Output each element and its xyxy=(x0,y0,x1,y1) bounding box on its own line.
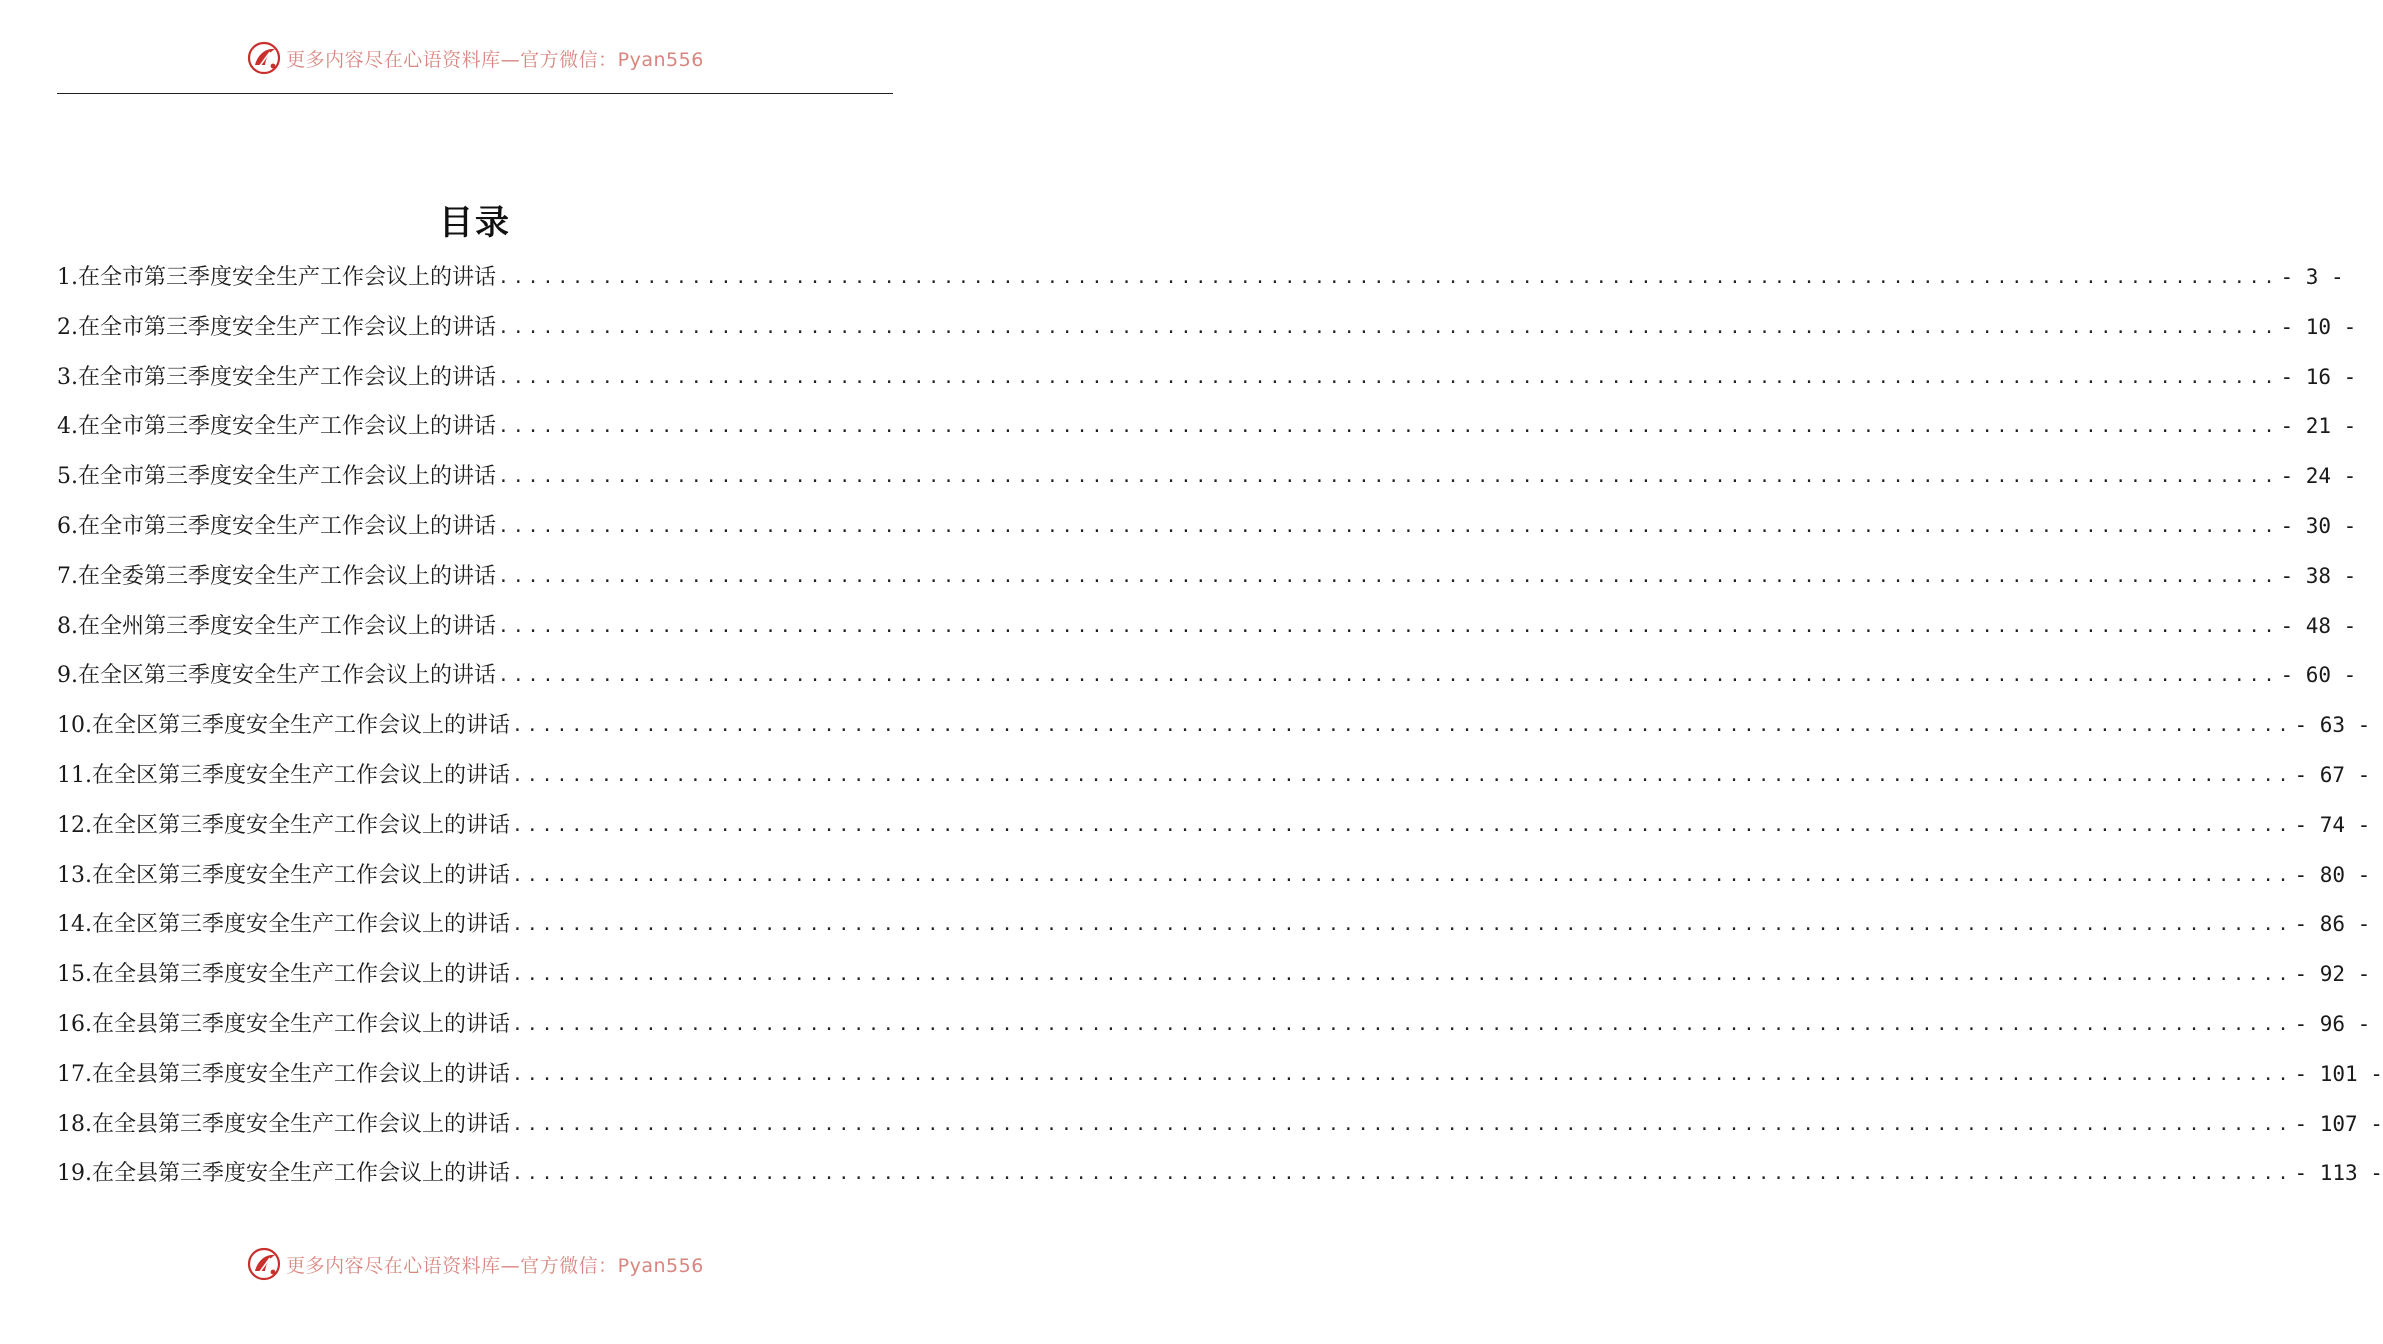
toc-entry[interactable] xyxy=(57,602,2357,652)
toc-entry-page-number: - 24 - xyxy=(2280,464,2357,489)
toc-entry-page-number: - 101 - xyxy=(2294,1061,2383,1086)
toc-entry[interactable] xyxy=(57,452,2357,502)
toc-entry-title: 17.在全县第三季度安全生产工作会议上的讲话 xyxy=(57,1061,510,1087)
toc-entry-page-number: - 67 - xyxy=(2294,762,2371,787)
page-title: 目录 xyxy=(439,202,511,243)
toc-dot-leader: ........................................................................................................................ xyxy=(498,565,2279,587)
toc-dot-leader: ........................................................................................................................ xyxy=(512,1063,2293,1085)
toc-dot-leader: ........................................................................................................................ xyxy=(512,964,2293,986)
page-footer xyxy=(0,1242,950,1286)
toc-entry-title: 6.在全市第三季度安全生产工作会议上的讲话 xyxy=(57,513,496,539)
toc-entry[interactable] xyxy=(57,253,2344,303)
toc-dot-leader: ........................................................................................................................ xyxy=(498,615,2279,637)
toc-dot-leader: ........................................................................................................................ xyxy=(498,366,2279,388)
toc-entry-page-number: - 86 - xyxy=(2294,912,2371,937)
toc-entry-title: 4.在全市第三季度安全生产工作会议上的讲话 xyxy=(57,414,496,440)
toc-entry[interactable] xyxy=(57,1149,2383,1199)
toc-dot-leader: ........................................................................................................................ xyxy=(512,715,2293,737)
toc-entry[interactable] xyxy=(57,402,2357,452)
toc-dot-leader: ........................................................................................................................ xyxy=(512,814,2293,836)
toc-entry-page-number: - 107 - xyxy=(2294,1111,2383,1136)
toc-entry-title: 13.在全区第三季度安全生产工作会议上的讲话 xyxy=(57,862,510,888)
toc-entry[interactable] xyxy=(57,701,2371,751)
toc-entry-page-number: - 3 - xyxy=(2280,265,2344,289)
toc-entry-title: 18.在全县第三季度安全生产工作会议上的讲话 xyxy=(57,1111,510,1137)
toc-dot-leader: ........................................................................................................................ xyxy=(512,764,2293,786)
toc-entry-page-number: - 80 - xyxy=(2294,862,2371,887)
toc-entry[interactable] xyxy=(57,851,2371,901)
toc-entry[interactable] xyxy=(57,651,2357,701)
toc-dot-leader: ........................................................................................................................ xyxy=(498,416,2279,438)
page-header xyxy=(0,36,950,80)
toc-entry-title: 2.在全市第三季度安全生产工作会议上的讲话 xyxy=(57,314,496,340)
toc-entry[interactable] xyxy=(57,751,2371,801)
toc-entry-page-number: - 113 - xyxy=(2294,1161,2383,1186)
toc-entry-page-number: - 92 - xyxy=(2294,962,2371,987)
toc-entry-page-number: - 48 - xyxy=(2280,613,2357,638)
toc-entry[interactable] xyxy=(57,502,2357,552)
toc-dot-leader: ........................................................................................................................ xyxy=(498,515,2279,537)
toc-entry-page-number: - 60 - xyxy=(2280,663,2357,688)
toc-dot-leader: ........................................................................................................................ xyxy=(512,914,2293,936)
table-of-contents xyxy=(57,253,2383,1199)
toc-entry-title: 14.在全区第三季度安全生产工作会议上的讲话 xyxy=(57,912,510,938)
brand-logo-icon xyxy=(246,40,282,76)
brand-logo-icon xyxy=(246,1246,282,1282)
toc-entry-page-number: - 63 - xyxy=(2294,713,2371,738)
toc-entry-title: 1.在全市第三季度安全生产工作会议上的讲话 xyxy=(57,265,496,290)
toc-dot-leader: ........................................................................................................................ xyxy=(498,267,2279,288)
toc-entry[interactable] xyxy=(57,303,2357,353)
toc-entry-title: 7.在全委第三季度安全生产工作会议上的讲话 xyxy=(57,563,496,589)
toc-entry[interactable] xyxy=(57,801,2371,851)
toc-entry-title: 11.在全区第三季度安全生产工作会议上的讲话 xyxy=(57,762,510,788)
toc-entry-page-number: - 74 - xyxy=(2294,812,2371,837)
toc-entry[interactable] xyxy=(57,900,2371,950)
header-text: 更多内容尽在心语资料库—官方微信：Pyan556 xyxy=(286,48,704,71)
toc-dot-leader: ........................................................................................................................ xyxy=(498,316,2279,338)
header-divider xyxy=(57,93,893,94)
toc-dot-leader: ........................................................................................................................ xyxy=(498,665,2279,687)
toc-entry[interactable] xyxy=(57,1050,2383,1100)
toc-entry[interactable] xyxy=(57,1100,2383,1150)
toc-entry-page-number: - 10 - xyxy=(2280,314,2357,339)
toc-entry-title: 5.在全市第三季度安全生产工作会议上的讲话 xyxy=(57,464,496,490)
toc-entry-title: 3.在全市第三季度安全生产工作会议上的讲话 xyxy=(57,364,496,390)
toc-entry[interactable] xyxy=(57,353,2357,403)
toc-entry-page-number: - 16 - xyxy=(2280,364,2357,389)
toc-entry-page-number: - 21 - xyxy=(2280,414,2357,439)
toc-entry-title: 10.在全区第三季度安全生产工作会议上的讲话 xyxy=(57,713,510,739)
toc-entry-title: 9.在全区第三季度安全生产工作会议上的讲话 xyxy=(57,663,496,689)
toc-entry-page-number: - 96 - xyxy=(2294,1011,2371,1036)
toc-dot-leader: ........................................................................................................................ xyxy=(512,1113,2293,1135)
toc-dot-leader: ........................................................................................................................ xyxy=(512,864,2293,886)
footer-text: 更多内容尽在心语资料库—官方微信：Pyan556 xyxy=(286,1254,704,1277)
toc-entry-title: 15.在全县第三季度安全生产工作会议上的讲话 xyxy=(57,962,510,988)
toc-entry-title: 16.在全县第三季度安全生产工作会议上的讲话 xyxy=(57,1011,510,1037)
toc-dot-leader: ........................................................................................................................ xyxy=(512,1163,2293,1185)
toc-entry-title: 19.在全县第三季度安全生产工作会议上的讲话 xyxy=(57,1161,510,1187)
toc-entry[interactable] xyxy=(57,1000,2371,1050)
toc-dot-leader: ........................................................................................................................ xyxy=(512,1013,2293,1035)
toc-entry[interactable] xyxy=(57,552,2357,602)
toc-entry-page-number: - 30 - xyxy=(2280,513,2357,538)
toc-entry-title: 12.在全区第三季度安全生产工作会议上的讲话 xyxy=(57,812,510,838)
toc-entry[interactable] xyxy=(57,950,2371,1000)
toc-dot-leader: ........................................................................................................................ xyxy=(498,466,2279,488)
toc-entry-title: 8.在全州第三季度安全生产工作会议上的讲话 xyxy=(57,613,496,639)
toc-entry-page-number: - 38 - xyxy=(2280,563,2357,588)
